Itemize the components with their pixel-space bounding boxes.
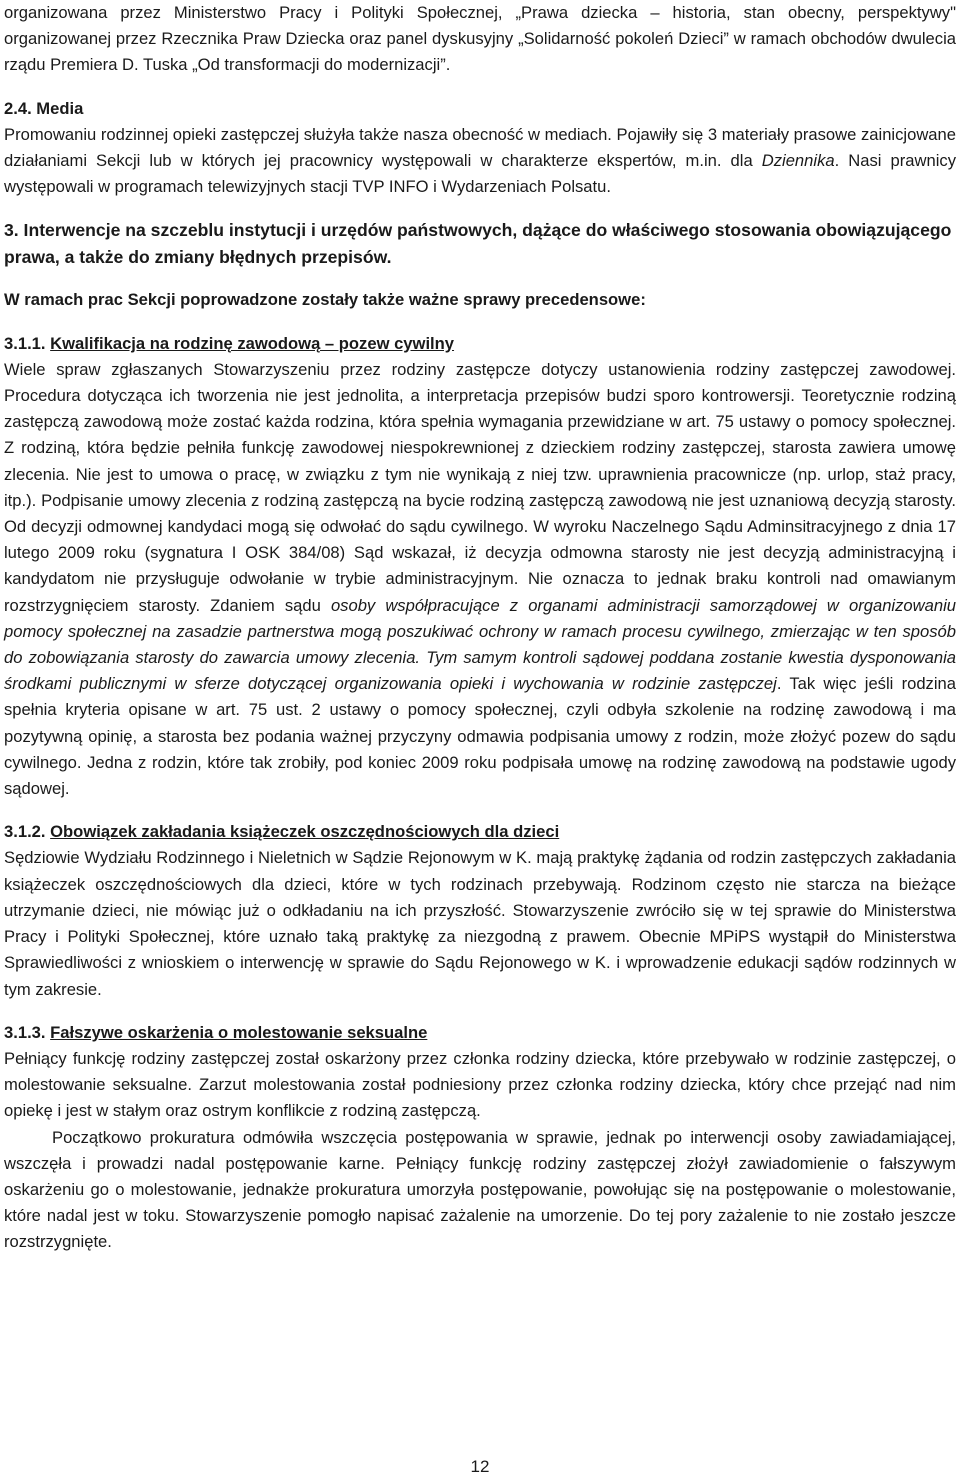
section-3-heading: 3. Interwencje na szczeblu instytucji i urzędów państwowych, dążące do właściwego stosowania obowiązującego prawa, a także do zmiany błędnych przepisów. bbox=[4, 220, 952, 268]
intro-text: organizowana przez Ministerstwo Pracy i Polityki Społecznej, „Prawa dziecka – historia, stan obecny, perspektywy" organizowanej przez Rzecznika Praw Dziecka oraz panel dyskusyjny „Solidarność pokoleń Dzieci” w ramach obchodów dwulecia rządu Premiera D. Tuska „Od transformacji do modernizacji”. bbox=[4, 3, 956, 75]
case-313-paragraph-2: Początkowo prokuratura odmówiła wszczęcia postępowania w sprawie, jednak po interwencji osoby zawiadamiającej, wszczęła i prowadzi nadal postępowanie karne. Pełniący funkcję rodziny zastępczej złożył zawiadomienie o fałszywym oskarżeniu go o molestowanie, jednakże prokuratura umorzyła postępowanie, powołując się na postępowanie o molestowanie, które nadal jest w toku. Stowarzyszenie pomogło napisać zażalenie na umorzenie. Do tej pory zażalenie to nie zostało jeszcze rozstrzygnięte. bbox=[4, 1127, 956, 1252]
case-311-title: Kwalifikacja na rodzinę zawodową – pozew cywilny bbox=[50, 333, 455, 353]
page-number: 12 bbox=[470, 1457, 490, 1476]
case-312-title: Obowiązek zakładania książeczek oszczędnościowych dla dzieci bbox=[50, 822, 560, 842]
case-313-title: Fałszywe oskarżenia o molestowanie seksualne bbox=[50, 1022, 428, 1042]
case-311-number: 3.1.1. bbox=[4, 333, 51, 353]
case-312-number: 3.1.2. bbox=[4, 822, 51, 842]
case-311-text-1: Wiele spraw zgłaszanych Stowarzyszeniu przez rodziny zastępcze dotyczy ustanowienia rodziny zastępczej zawodowej. Procedura dotycząca ich tworzenia nie jest jednolita, a interpretacja przepisów budzi sporo kontrowersji. Teoretycznie rodziną zastępczą zawodową może zostać każda rodzina, która spełnia wymagania przewidziane w art. 75 ustawy o pomocy społecznej. Z rodziną, która będzie pełniła funkcję zawodowej niespokrewnionej z dzieckiem rodziny zastępczej, starosta zawiera umowę zlecenia. Nie jest to umowa o pracę, w związku z tym nie wynikają z niej tzw. uprawnienia pracownicze (np. urlop, staż pracy, itp.). Podpisanie umowy zlecenia z rodziną zastępczą na bycie rodziną zastępczą zawodową nie jest uznaniową decyzją starosty. Od decyzji odmownej kandydaci mogą się odwołać do sądu cywilnego. W wyroku Naczelnego Sądu Adminsitracyjnego z dnia 17 lutego 2009 roku (sygnatura I OSK 384/08) Sąd wskazał, iż decyzja odmowna starosty nie jest decyzją administracyjną i kandydatom nie przysługuje odwołanie w trybie administracyjnym. Nie oznacza to jednak braku kontroli nad omawianym rozstrzygnięciem starosty. Zdaniem sądu bbox=[4, 359, 956, 615]
media-text-2: . Nasi prawnicy występowali w programach telewizyjnych stacji TVP INFO i Wydarzeniach Polsatu. bbox=[4, 151, 956, 197]
intro-paragraph bbox=[4, 0, 956, 79]
media-heading: 2.4. Media bbox=[4, 98, 84, 118]
case-311-text-2: . Tak więc jeśli rodzina spełnia kryteria opisane w art. 75 ust. 2 ustawy o pomocy społecznej, czyli odbyła szkolenie na rodzinę zawodową i ma pozytywną opinię, a starosta bez podania ważnej przyczyny odmawia podpisania umowy z rodzin, może złożyć pozew do sądu cywilnego. Jedna z rodzin, które tak zrobiły, pod koniec 2009 roku podpisała umowę na rodzinę zawodową na podstawie ugody sądowej. bbox=[4, 674, 956, 799]
case-313-paragraph-1: Pełniący funkcję rodziny zastępczej został oskarżony przez członka rodziny dziecka, które przebywało w rodzinie zastępczej, o molestowanie seksualne. Zarzut molestowania został podniesiony przez członka rodziny dziecka, który chce przejąć nad nim opiekę i jest w stałym oraz ostrym konflikcie z rodziną zastępczą. bbox=[4, 1048, 956, 1121]
media-paragraph bbox=[4, 122, 956, 201]
case-313-heading bbox=[4, 1020, 956, 1046]
case-312-heading bbox=[4, 819, 956, 845]
section-3-subheading: W ramach prac Sekcji poprowadzone zostały także ważne sprawy precedensowe: bbox=[4, 290, 646, 310]
case-311-paragraph bbox=[4, 357, 956, 802]
case-311-quote: osoby współpracujące z organami administracji samorządowej w organizowaniu pomocy społecznej na zasadzie partnerstwa mogą poszukiwać ochrony w ramach procesu cywilnego, zmierzając w ten sposób do zobowiązania starosty do zawarcia umowy zlecenia. Tym samym kontroli sądowej poddana zostanie kwestia dysponowania środkami publicznymi w sferze dotyczącej organizowania opieki i wychowania w rodzinie zastępczej bbox=[4, 595, 956, 694]
media-text-1: Promowaniu rodzinnej opieki zastępczej służyła także nasza obecność w mediach. Pojawiły się 3 materiały prasowe zainicjowane działaniami Sekcji lub w których jej pracownicy występowali w charakterze ekspertów, m.in. dla bbox=[4, 124, 956, 171]
case-313-number: 3.1.3. bbox=[4, 1022, 51, 1042]
case-311-heading bbox=[4, 331, 956, 357]
case-312-paragraph: Sędziowie Wydziału Rodzinnego i Nieletnich w Sądzie Rejonowym w K. mają praktykę żądania od rodzin zastępczych zakładania książeczek oszczędnościowych dla dzieci, które w tych rodzinach przebywają. Rodzinom często nie starcza na bieżące utrzymanie dzieci, nie mówiąc już o odkładaniu na ich przyszłość. Stowarzyszenie zwróciło się w tej sprawie do Ministerstwa Pracy i Polityki Społecznej, które uznało taką praktykę za niezgodną z prawem. Obecnie MPiPS wystąpił do Ministerstwa Sprawiedliwości z wnioskiem o interwencję w sprawie do Sądu Rejonowego w K. i wprowadzenie edukacji sądów rodzinnych w tym zakresie. bbox=[4, 848, 956, 999]
media-text-italic: Dziennika bbox=[761, 151, 835, 171]
